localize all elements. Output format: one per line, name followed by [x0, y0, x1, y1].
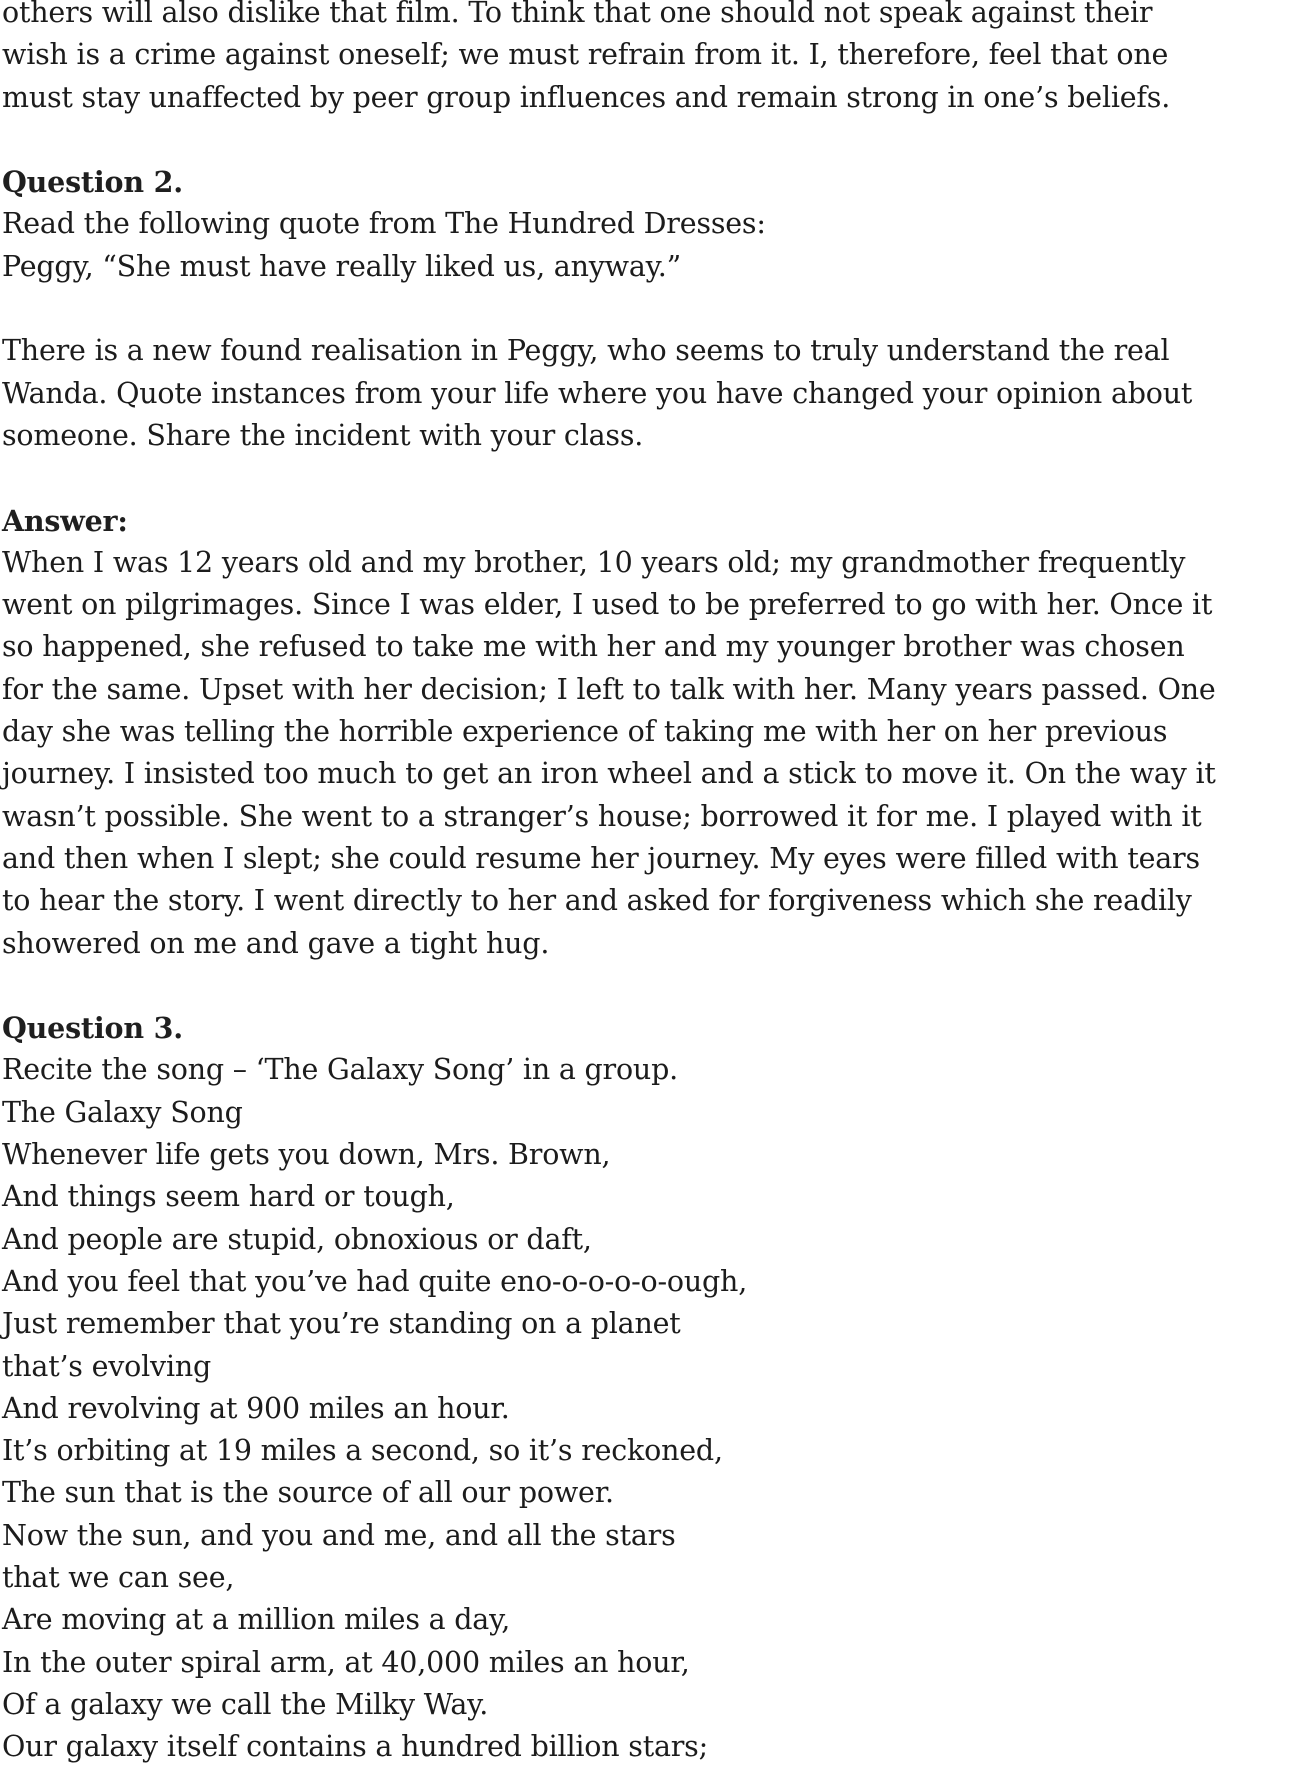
- text-line: journey. I insisted too much to get an iron wheel and a stick to move it. On the way it: [2, 757, 1216, 791]
- song-line: Now the sun, and you and me, and all the stars: [2, 1518, 676, 1552]
- question-3-heading: Question 3.: [2, 1011, 183, 1046]
- song-line: Are moving at a million miles a day,: [2, 1603, 511, 1637]
- song-line: And things seem hard or tough,: [2, 1180, 455, 1214]
- text-line: Wanda. Quote instances from your life where you have changed your opinion about: [2, 376, 1193, 410]
- song-line: The sun that is the source of all our power.: [2, 1476, 614, 1510]
- text-line: to hear the story. I went directly to her and asked for forgiveness which she readily: [2, 884, 1192, 918]
- song-line: Whenever life gets you down, Mrs. Brown,: [2, 1138, 611, 1172]
- question-3-section: [2, 1007, 1287, 1768]
- song-line: And revolving at 900 miles an hour.: [2, 1391, 510, 1425]
- paragraph-gap: [2, 119, 1287, 161]
- text-line: Read the following quote from The Hundred Dresses:: [2, 207, 766, 241]
- text-line: Recite the song – ‘The Galaxy Song’ in a group.: [2, 1053, 678, 1087]
- text-line: wish is a crime against oneself; we must refrain from it. I, therefore, feel that one: [2, 38, 1169, 72]
- text-line: and then when I slept; she could resume her journey. My eyes were filled with tears: [2, 841, 1200, 875]
- song-line: And people are stupid, obnoxious or daft,: [2, 1222, 592, 1256]
- document-page: [2, 0, 1287, 1768]
- text-line: so happened, she refused to take me with her and my younger brother was chosen: [2, 630, 1185, 664]
- text-line: day she was telling the horrible experience of taking me with her on her previous: [2, 715, 1168, 749]
- song-line: Of a galaxy we call the Milky Way.: [2, 1687, 489, 1721]
- song-title: The Galaxy Song: [2, 1095, 243, 1129]
- paragraph-gap: [2, 965, 1287, 1007]
- text-line: someone. Share the incident with your class.: [2, 418, 644, 452]
- text-line: wasn’t possible. She went to a stranger’s house; borrowed it for me. I played with it: [2, 799, 1202, 833]
- text-line: must stay unaffected by peer group influences and remain strong in one’s beliefs.: [2, 80, 1171, 114]
- text-line: for the same. Upset with her decision; I left to talk with her. Many years passed. One: [2, 672, 1216, 706]
- text-line: showered on me and gave a tight hug.: [2, 926, 550, 960]
- paragraph-gap: [2, 457, 1287, 499]
- answer-heading: Answer:: [2, 503, 128, 538]
- intro-paragraph: [2, 0, 1287, 119]
- song-line: that we can see,: [2, 1560, 235, 1594]
- text-line: There is a new found realisation in Peggy, who seems to truly understand the real: [2, 334, 1170, 368]
- answer-section: [2, 500, 1287, 965]
- text-line: went on pilgrimages. Since I was elder, I used to be preferred to go with her. Once it: [2, 588, 1213, 622]
- song-line: Our galaxy itself contains a hundred billion stars;: [2, 1730, 708, 1764]
- song-line: that’s evolving: [2, 1349, 212, 1383]
- quote-line: Peggy, “She must have really liked us, anyway.”: [2, 249, 681, 283]
- question-2-heading: Question 2.: [2, 165, 183, 200]
- song-line: Just remember that you’re standing on a planet: [2, 1307, 681, 1341]
- question-2-section: [2, 161, 1287, 457]
- song-line: In the outer spiral arm, at 40,000 miles an hour,: [2, 1645, 690, 1679]
- text-line: others will also dislike that film. To think that one should not speak against their: [2, 0, 1153, 29]
- song-line: And you feel that you’ve had quite eno-o-o-o-o-ough,: [2, 1264, 748, 1298]
- song-line: It’s orbiting at 19 miles a second, so it’s reckoned,: [2, 1434, 723, 1468]
- paragraph-gap: [2, 288, 1287, 330]
- text-line: When I was 12 years old and my brother, 10 years old; my grandmother frequently: [2, 545, 1186, 579]
